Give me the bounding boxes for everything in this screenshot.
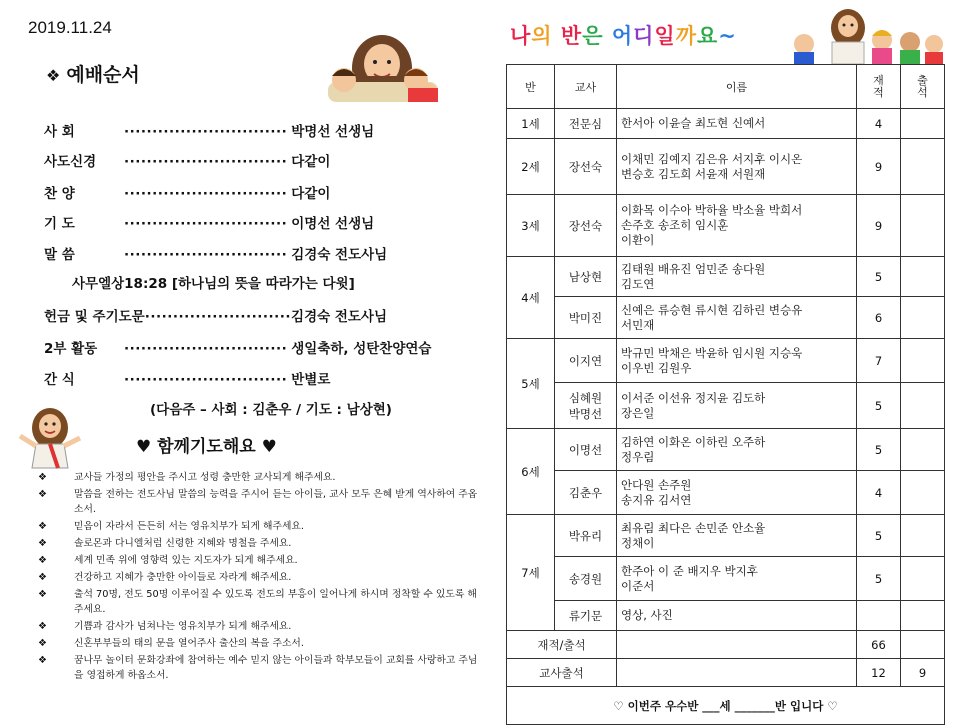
class-roster-table <box>506 64 945 725</box>
enrolled-cell: 5 <box>857 515 901 557</box>
footer-row <box>507 687 945 725</box>
totals-blank <box>617 631 857 659</box>
banner-letter: 까 <box>675 24 696 48</box>
table-row <box>507 557 945 601</box>
diamond-bullet-icon: ❖ <box>38 655 47 666</box>
prayer-text: 솔로몬과 다니엘처럼 신령한 지혜와 명철을 주세요. <box>74 538 292 549</box>
teacher-cell: 박유리 <box>555 515 617 557</box>
service-order-title-text: 예배순서 <box>66 64 140 86</box>
names-cell: 영상, 사진 <box>617 601 857 631</box>
diamond-bullet-icon: ❖ <box>38 621 47 632</box>
attended-cell <box>901 471 945 515</box>
service-row-label: 기 도 <box>44 216 75 232</box>
enrolled-cell: 9 <box>857 139 901 195</box>
enrolled-cell: 4 <box>857 109 901 139</box>
banner-letter: 일 <box>654 24 675 48</box>
prayer-text: 건강하고 지혜가 충만한 아이들로 자라게 해주세요. <box>74 572 292 583</box>
header-names: 이름 <box>617 65 857 109</box>
service-order-title <box>46 60 140 87</box>
next-week-roles: (다음주 – 사회 : 김춘우 / 기도 : 남상현) <box>150 402 392 418</box>
service-row-snack <box>44 368 330 388</box>
names-cell: 안다원 손주원 송지유 김서연 <box>617 471 857 515</box>
table-row <box>507 429 945 471</box>
names-cell: 한주아 이 준 배지우 박지후 이준서 <box>617 557 857 601</box>
service-row-value: 박명선 선생님 <box>291 124 375 140</box>
service-row-value: 다같이 <box>291 154 331 170</box>
class-cell: 6세 <box>507 429 555 515</box>
service-row-value: 김경숙 전도사님 <box>291 247 388 263</box>
prayer-item <box>38 470 478 485</box>
service-row-prayer <box>44 212 374 232</box>
attended-cell <box>901 339 945 383</box>
class-cell: 5세 <box>507 339 555 429</box>
best-class-footer: ♡ 이번주 우수반 ___세 _______반 입니다 ♡ <box>507 687 945 725</box>
totals-attended <box>901 631 945 659</box>
diamond-bullet-icon: ❖ <box>38 521 47 532</box>
prayer-list <box>38 470 478 685</box>
diamond-bullet-icon: ❖ <box>38 489 47 500</box>
service-row-emcee <box>44 120 374 140</box>
table-header-row <box>507 65 945 109</box>
totals-enrolled: 66 <box>857 631 901 659</box>
class-cell: 1세 <box>507 109 555 139</box>
prayer-text: 믿음이 자라서 든든히 서는 영유치부가 되게 해주세요. <box>74 521 305 532</box>
service-row-offering <box>44 305 387 325</box>
teacher-cell: 이지연 <box>555 339 617 383</box>
cartoon-jesus-illustration <box>14 402 86 472</box>
leader-dots: ·························· <box>144 309 292 325</box>
prayer-item <box>38 653 478 683</box>
banner-letter: 디 <box>633 24 654 48</box>
header-class: 반 <box>507 65 555 109</box>
prayer-item <box>38 619 478 634</box>
service-row-label: 간 식 <box>44 372 75 388</box>
prayer-text: 꿈나무 놀이터 문화강좌에 참여하는 예수 믿지 않는 아이들과 학부모들이 교회를 사랑하고 주님을 영접하게 하옵소서. <box>74 655 478 681</box>
attended-cell <box>901 557 945 601</box>
attended-cell <box>901 257 945 297</box>
table-row <box>507 515 945 557</box>
totals-row <box>507 659 945 687</box>
totals-label: 재적/출석 <box>507 631 617 659</box>
banner-letter: ~ <box>718 24 736 48</box>
teacher-cell: 남상현 <box>555 257 617 297</box>
prayer-item <box>38 570 478 585</box>
teacher-cell: 류기문 <box>555 601 617 631</box>
prayer-item <box>38 536 478 551</box>
prayer-item <box>38 587 478 617</box>
enrolled-cell: 5 <box>857 257 901 297</box>
teacher-cell: 송경원 <box>555 557 617 601</box>
table-row <box>507 297 945 339</box>
names-cell: 한서아 이윤슬 최도현 신예서 <box>617 109 857 139</box>
totals-label: 교사출석 <box>507 659 617 687</box>
banner-letter <box>553 24 560 48</box>
names-cell: 신예은 류승현 류시현 김하린 변승유 서민재 <box>617 297 857 339</box>
totals-attended: 9 <box>901 659 945 687</box>
names-cell: 이서준 이선유 정지윤 김도하 장은일 <box>617 383 857 429</box>
service-row-sermon <box>44 243 387 263</box>
attended-cell <box>901 139 945 195</box>
class-finder-banner <box>510 20 737 50</box>
service-row-praise <box>44 182 330 202</box>
banner-letter: 은 <box>582 24 603 48</box>
jesus-children-group-illustration <box>786 4 946 66</box>
diamond-bullet-icon: ❖ <box>46 66 61 85</box>
enrolled-cell <box>857 601 901 631</box>
leader-dots: ····························· <box>124 186 288 202</box>
prayer-section-title: ♥ 함께기도해요 ♥ <box>136 437 277 457</box>
leader-dots: ····························· <box>124 154 288 170</box>
roster-body <box>507 109 945 725</box>
service-row-label: 찬 양 <box>44 186 75 202</box>
header-attended: 출 석 <box>901 65 945 109</box>
service-row-label: 사 회 <box>44 124 75 140</box>
banner-letter: 의 <box>531 24 552 48</box>
attended-cell <box>901 429 945 471</box>
leader-dots: ····························· <box>124 341 288 357</box>
totals-enrolled: 12 <box>857 659 901 687</box>
service-row-value: 생일축하, 성탄찬양연습 <box>291 341 432 357</box>
class-cell: 4세 <box>507 257 555 339</box>
leader-dots: ····························· <box>124 372 288 388</box>
names-cell: 이화목 이수아 박하율 박소율 박희서 손주호 송조히 임시훈 이환이 <box>617 195 857 257</box>
diamond-bullet-icon: ❖ <box>38 589 47 600</box>
table-row <box>507 257 945 297</box>
service-row-value: 이명선 선생님 <box>291 216 375 232</box>
totals-blank <box>617 659 857 687</box>
names-cell: 이채민 김예지 김은유 서지후 이시온 변승호 김도희 서윤재 서원재 <box>617 139 857 195</box>
service-row-label: 사도신경 <box>44 154 97 170</box>
service-row-creed <box>44 150 330 170</box>
prayer-text: 출석 70명, 전도 50명 이루어질 수 있도록 전도의 부흥이 일어나게 하시며 정착할 수 있도록 해주세요. <box>74 589 477 615</box>
diamond-bullet-icon: ❖ <box>38 555 47 566</box>
prayer-item <box>38 553 478 568</box>
prayer-text: 신혼부부들의 태의 문을 열어주사 출산의 복을 주소서. <box>74 638 305 649</box>
service-row-value: 반별로 <box>291 372 331 388</box>
prayer-text: 말씀을 전하는 전도사님 말씀의 능력을 주시어 듣는 아이들, 교사 모두 은혜 받게 역사하여 주옵소서. <box>74 489 478 515</box>
banner-letter: 나 <box>510 24 531 48</box>
banner-letter: 어 <box>611 24 633 48</box>
table-row <box>507 471 945 515</box>
table-row <box>507 109 945 139</box>
enrolled-cell: 5 <box>857 429 901 471</box>
class-cell: 7세 <box>507 515 555 631</box>
leader-dots: ····························· <box>124 247 288 263</box>
banner-letter: 요 <box>697 24 718 48</box>
teacher-cell: 김춘우 <box>555 471 617 515</box>
enrolled-cell: 5 <box>857 557 901 601</box>
diamond-bullet-icon: ❖ <box>38 538 47 549</box>
service-row-label: 말 씀 <box>44 247 75 263</box>
table-row <box>507 601 945 631</box>
service-row-activity <box>44 337 431 357</box>
attended-cell <box>901 601 945 631</box>
service-row-value: 다같이 <box>291 186 331 202</box>
leader-dots: ····························· <box>124 124 288 140</box>
prayer-item <box>38 519 478 534</box>
enrolled-cell: 5 <box>857 383 901 429</box>
prayer-text: 기쁨과 감사가 넘쳐나는 영유치부가 되게 해주세요. <box>74 621 292 632</box>
attended-cell <box>901 195 945 257</box>
prayer-text: 교사들 가정의 평안을 주시고 성령 충만한 교사되게 해주세요. <box>74 472 336 483</box>
class-cell: 3세 <box>507 195 555 257</box>
prayer-item <box>38 636 478 651</box>
table-row <box>507 383 945 429</box>
header-enrolled: 재 적 <box>857 65 901 109</box>
header-teacher: 교사 <box>555 65 617 109</box>
attended-cell <box>901 383 945 429</box>
service-row-label: 2부 활동 <box>44 341 98 357</box>
table-row <box>507 339 945 383</box>
attended-cell <box>901 297 945 339</box>
service-row-label: 헌금 및 주기도문 <box>44 309 145 325</box>
totals-row <box>507 631 945 659</box>
teacher-cell: 장선숙 <box>555 195 617 257</box>
teacher-cell: 심혜원 박명선 <box>555 383 617 429</box>
banner-letter <box>604 24 611 48</box>
service-row-value: 김경숙 전도사님 <box>291 309 388 325</box>
attended-cell <box>901 109 945 139</box>
prayer-item <box>38 487 478 517</box>
names-cell: 김태원 배유진 엄민준 송다원 김도연 <box>617 257 857 297</box>
teacher-cell: 장선숙 <box>555 139 617 195</box>
class-cell: 2세 <box>507 139 555 195</box>
prayer-text: 세계 민족 위에 영향력 있는 지도자가 되게 해주세요. <box>74 555 298 566</box>
enrolled-cell: 7 <box>857 339 901 383</box>
names-cell: 최유림 최다은 손민준 안소율 정채이 <box>617 515 857 557</box>
table-row <box>507 195 945 257</box>
jesus-with-children-illustration <box>320 18 444 104</box>
names-cell: 박규민 박채은 박윤하 임시원 지승욱 이우빈 김원우 <box>617 339 857 383</box>
teacher-cell: 이명선 <box>555 429 617 471</box>
names-cell: 김하연 이화온 이하린 오주하 정우림 <box>617 429 857 471</box>
scripture-reference: 사무엘상18:28 [하나님의 뜻을 따라가는 다윗] <box>72 276 355 292</box>
enrolled-cell: 6 <box>857 297 901 339</box>
banner-letter: 반 <box>560 24 582 48</box>
enrolled-cell: 9 <box>857 195 901 257</box>
attended-cell <box>901 515 945 557</box>
diamond-bullet-icon: ❖ <box>38 472 47 483</box>
bulletin-date: 2019.11.24 <box>28 18 112 37</box>
teacher-cell: 박미진 <box>555 297 617 339</box>
enrolled-cell: 4 <box>857 471 901 515</box>
diamond-bullet-icon: ❖ <box>38 638 47 649</box>
teacher-cell: 전문심 <box>555 109 617 139</box>
leader-dots: ····························· <box>124 216 288 232</box>
diamond-bullet-icon: ❖ <box>38 572 47 583</box>
table-row <box>507 139 945 195</box>
